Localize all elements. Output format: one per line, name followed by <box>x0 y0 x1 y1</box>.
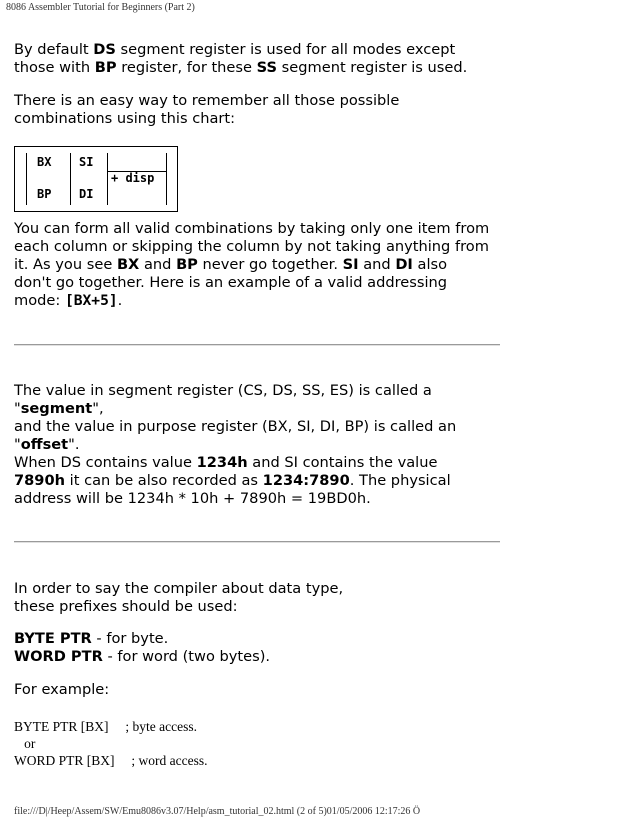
section-divider <box>14 344 500 346</box>
code-example-word: WORD PTR [BX] ; word access. <box>14 753 208 768</box>
page-footer: file:///D|/Heep/Assem/SW/Emu8086v3.07/Help/asm_tutorial_02.html (2 of 5)01/05/2006 12:17:26 Ö <box>14 806 421 817</box>
chart-divider <box>166 153 167 205</box>
paragraph-chart-intro: There is an easy way to remember all those possible combinations using this chart: <box>14 92 400 127</box>
chart-divider <box>70 153 71 205</box>
paragraph-prefixes: BYTE PTR - for byte. WORD PTR - for word (two bytes). <box>14 630 271 665</box>
paragraph-segment-offset: The value in segment register (CS, DS, SS, ES) is called a "segment", and the value in purpose register (BX, SI, DI, BP) is called an "offset". When DS contains value 1234h and SI contains the value 7890h it can be also recorded as 1234:7890. The physical address will be 1234h * 10h + 7890h = 19BD0h. <box>14 382 457 507</box>
code-example-or: or <box>14 736 36 751</box>
paragraph-default-segment: By default DS segment register is used for all modes except those with BP register, for these SS segment register is used. <box>14 41 468 76</box>
chart-cell-di: DI <box>79 187 94 201</box>
page-header: 8086 Assembler Tutorial for Beginners (Part 2) <box>6 2 195 13</box>
paragraph-data-type: In order to say the compiler about data type, these prefixes should be used: <box>14 580 344 615</box>
chart-cell-bp: BP <box>37 187 52 201</box>
addressing-chart <box>14 146 178 212</box>
paragraph-for-example: For example: <box>14 681 110 698</box>
chart-divider <box>26 153 27 205</box>
section-divider <box>14 541 500 543</box>
code-example-byte: BYTE PTR [BX] ; byte access. <box>14 719 197 734</box>
chart-cell-bx: BX <box>37 155 52 169</box>
chart-divider <box>107 153 108 205</box>
paragraph-combinations: You can form all valid combinations by taking only one item from each column or skipping the column by not taking anything from it. As you see BX and BP never go together. SI and DI also don't go together. Here is an example of a valid addressing mode: [BX+5]. <box>14 220 490 309</box>
chart-cell-disp: + disp <box>111 171 155 185</box>
chart-cell-si: SI <box>79 155 94 169</box>
